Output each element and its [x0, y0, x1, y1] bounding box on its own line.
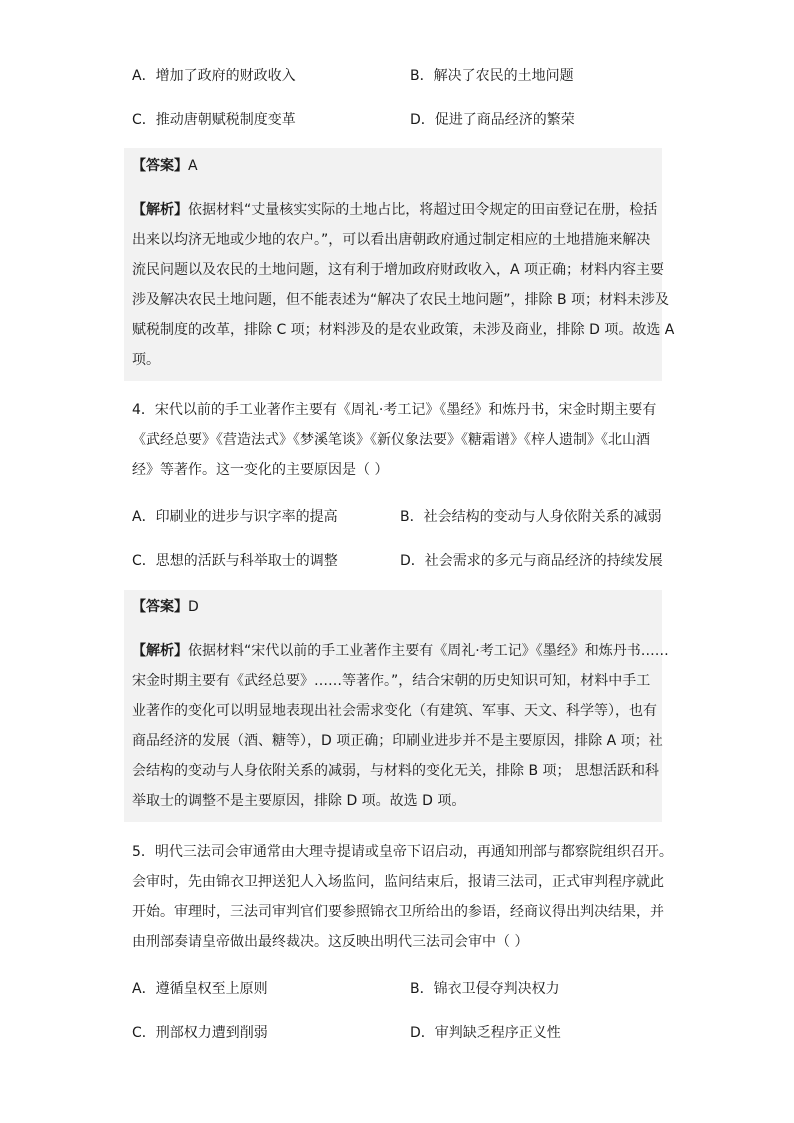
q4-stem-line: 《武经总要》《营造法式》《梦溪笔谈》《新仪象法要》《糖霜谱》《梓人遗制》《北山酒: [132, 432, 650, 448]
q3-option-b: B．解决了农民的土地问题: [410, 68, 574, 84]
q5-stem-line: 会审时，先由锦衣卫押送犯人入场监问，监问结束后，报请三法司，正式审判程序就此: [132, 874, 664, 890]
q3-analysis-line: 赋税制度的改革，排除 C 项；材料涉及的是农业政策，未涉及商业，排除 D 项。故选 A: [132, 322, 675, 338]
answer-label: 【答案】: [132, 599, 188, 615]
q4-option-a: A．印刷业的进步与识字率的提高: [132, 509, 338, 525]
q5-stem-line: 由刑部奏请皇帝做出最终裁决。这反映出明代三法司会审中（ ）: [132, 934, 529, 950]
q4-analysis-line: 业著作的变化可以明显地表现出社会需求变化（有建筑、军事、天文、科学等），也有: [132, 703, 657, 719]
q4-analysis-line: 会结构的变动与人身依附关系的减弱，与材料的变化无关，排除 B 项； 思想活跃和科: [132, 763, 659, 779]
q4-analysis-line: 宋金时期主要有《武经总要》……等著作。”，结合宋朝的历史知识可知，材料中手工: [132, 673, 651, 689]
q5-option-a: A．遵循皇权至上原则: [132, 981, 268, 997]
q5-stem-line: 5．明代三法司会审通常由大理寺提请或皇帝下诏启动，再通知刑部与都察院组织召开。: [132, 844, 673, 860]
q4-option-b: B．社会结构的变动与人身依附关系的减弱: [400, 509, 662, 525]
analysis-label: 【解析】: [132, 202, 188, 218]
q5-option-d: D．审判缺乏程序正义性: [410, 1025, 561, 1041]
q3-analysis-line: 涉及解决农民土地问题，但不能表述为“解决了农民土地问题”，排除 B 项；材料未涉及: [132, 292, 670, 308]
q4-answer: [132, 597, 199, 617]
q5-option-c: C．刑部权力遭到削弱: [132, 1025, 268, 1041]
q3-option-c: C．推动唐朝赋税制度变革: [132, 112, 296, 128]
q3-option-d: D．促进了商品经济的繁荣: [410, 112, 575, 128]
q3-answer-block: [124, 148, 675, 381]
analysis-label: 【解析】: [132, 643, 188, 659]
q4-analysis-line: 【解析】依据材料“宋代以前的手工业著作主要有《周礼·考工记》《墨经》和炼丹书……: [132, 643, 669, 659]
q3-analysis-line: 【解析】依据材料“丈量核实实际的土地占比，将超过田令规定的田亩登记在册，检括: [132, 202, 658, 218]
q4-stem-line: 4．宋代以前的手工业著作主要有《周礼·考工记》《墨经》和炼丹书，宋金时期主要有: [132, 402, 657, 418]
q3-analysis-line: 项。: [132, 352, 160, 368]
q4-option-d: D．社会需求的多元与商品经济的持续发展: [400, 553, 663, 569]
q4-stem-line: 经》等著作。这一变化的主要原因是（ ）: [132, 462, 389, 478]
q3-option-a: A．增加了政府的财政收入: [132, 68, 296, 84]
answer-label: 【答案】: [132, 158, 188, 174]
answer-value: D: [188, 599, 199, 615]
q4-answer-block: [124, 590, 669, 822]
q3-analysis-line: 流民问题以及农民的土地问题，这有利于增加政府财政收入，A 项正确；材料内容主要: [132, 262, 665, 278]
answer-value: A: [188, 158, 198, 174]
q3-answer: [132, 156, 198, 176]
q4-analysis-line: 商品经济的发展（酒、糖等），D 项正确；印刷业进步并不是主要原因，排除 A 项；社: [132, 733, 663, 749]
q4-analysis-line: 举取士的调整不是主要原因，排除 D 项。故选 D 项。: [132, 793, 466, 809]
q4-option-c: C．思想的活跃与科举取士的调整: [132, 553, 338, 569]
q5-stem-line: 开始。审理时，三法司审判官们要参照锦衣卫所给出的参语，经商议得出判决结果，并: [132, 904, 664, 920]
q3-analysis-line: 出来以均济无地或少地的农户。”，可以看出唐朝政府通过制定相应的土地措施来解决: [132, 232, 651, 248]
q5-option-b: B．锦衣卫侵夺判决权力: [410, 981, 560, 997]
